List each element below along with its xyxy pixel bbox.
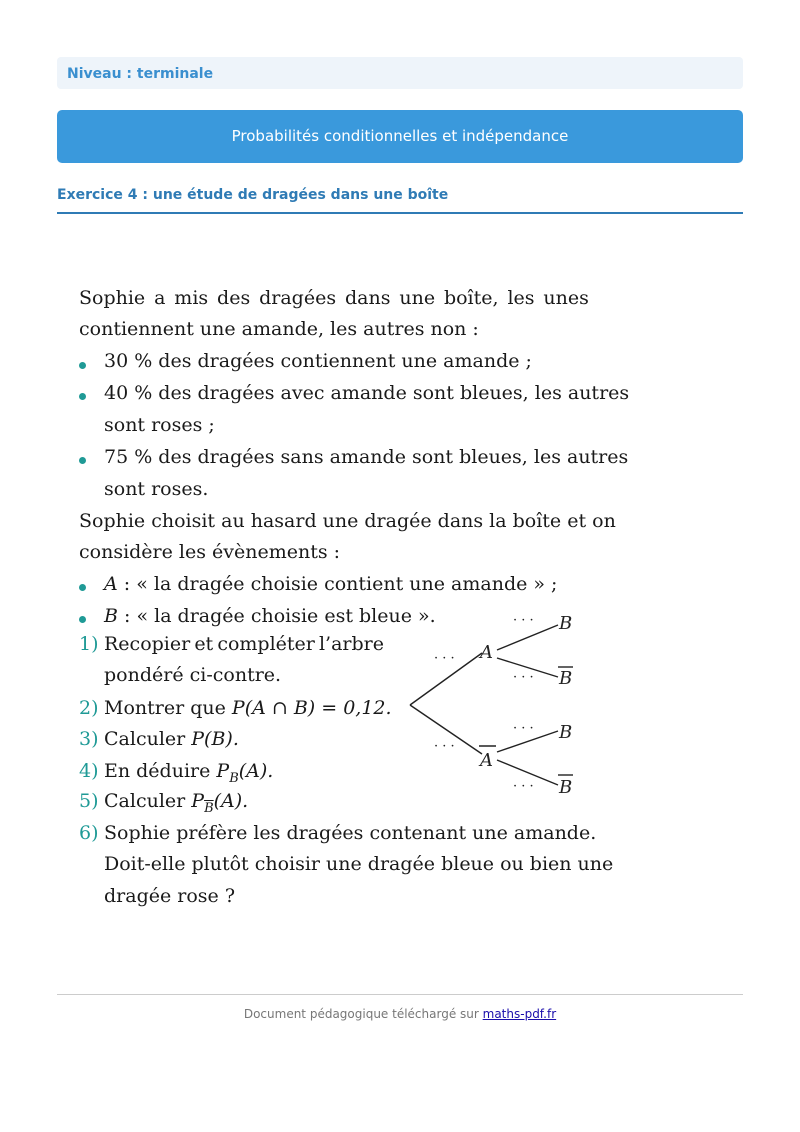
q3-text: Calculer P(B).: [104, 728, 239, 750]
q1-line-1: Recopier et compléter l’arbre: [104, 633, 384, 655]
intro-line-1: Sophie a mis des dragées dans une boîte, les unes: [79, 287, 589, 309]
footer-divider: [57, 994, 743, 995]
bullet-2-line-1: 40 % des dragées avec amande sont bleues, les autres: [104, 382, 630, 404]
q2-number: 2): [79, 697, 99, 719]
q1-line-2: pondéré ci-contre.: [104, 664, 282, 686]
q3-number: 3): [79, 728, 99, 750]
q5-number: 5): [79, 790, 99, 812]
blank-weight-A-B: · · ·: [513, 613, 534, 628]
level-label: Niveau : terminale: [67, 66, 214, 82]
bullet-1: 30 % des dragées contiennent une amande ;: [104, 350, 532, 372]
branch-A-B: [497, 625, 558, 650]
blank-weight-A: · · ·: [434, 651, 455, 666]
bullet-dot: [79, 584, 86, 591]
blank-weight-Abar-Bbar: · · ·: [513, 779, 534, 794]
middle-line-2: considère les évènements :: [79, 541, 341, 563]
q5-text: Calculer $P_{\overline{B}}(A)$.: [104, 790, 249, 816]
q6-line-3: dragée rose ?: [104, 885, 236, 907]
leaf-Bbar-2: B: [559, 777, 573, 798]
q4-number: 4): [79, 760, 99, 782]
node-A: A: [480, 642, 493, 663]
q6-line-2: Doit-elle plutôt choisir une dragée bleue ou bien une: [104, 853, 614, 875]
exercise-title: Exercice 4 : une étude de dragées dans une boîte: [57, 187, 449, 203]
bullet-dot: [79, 362, 86, 369]
probability-tree: [400, 600, 600, 810]
blank-weight-A-Bbar: · · ·: [513, 670, 534, 685]
leaf-B-1: B: [559, 613, 573, 634]
bullet-3-line-1: 75 % des dragées sans amande sont bleues, les autres: [104, 446, 629, 468]
bullet-2-line-2: sont roses ;: [104, 414, 215, 436]
footer-link[interactable]: maths-pdf.fr: [482, 1007, 557, 1021]
event-B: B : « la dragée choisie est bleue ».: [104, 605, 436, 627]
bullet-dot: [79, 393, 86, 400]
q6-number: 6): [79, 822, 99, 844]
footer-text: Document pédagogique téléchargé sur: [243, 1007, 483, 1021]
node-Abar: A: [480, 750, 493, 771]
blank-weight-Abar: · · ·: [434, 739, 455, 754]
q1-number: 1): [79, 633, 99, 655]
intro-line-2: contiennent une amande, les autres non :: [79, 318, 479, 340]
leaf-B-2: B: [559, 722, 573, 743]
blank-weight-Abar-B: · · ·: [513, 721, 534, 736]
footer: [0, 1007, 800, 1021]
q6-line-1: Sophie préfère les dragées contenant une amande.: [104, 822, 597, 844]
level-box: [57, 57, 743, 89]
event-A: A : « la dragée choisie contient une amande » ;: [104, 573, 558, 595]
bullet-3-line-2: sont roses.: [104, 478, 209, 500]
exercise-divider: [57, 212, 743, 214]
q2-text: Montrer que P(A ∩ B) = 0,12.: [104, 697, 392, 719]
bullet-dot: [79, 457, 86, 464]
chapter-title: Probabilités conditionnelles et indépendance: [57, 110, 743, 163]
leaf-Bbar-1: B: [559, 668, 573, 689]
bullet-dot: [79, 616, 86, 623]
middle-line-1: Sophie choisit au hasard une dragée dans la boîte et on: [79, 510, 616, 532]
q4-text: En déduire $P_B(A)$.: [104, 760, 274, 786]
